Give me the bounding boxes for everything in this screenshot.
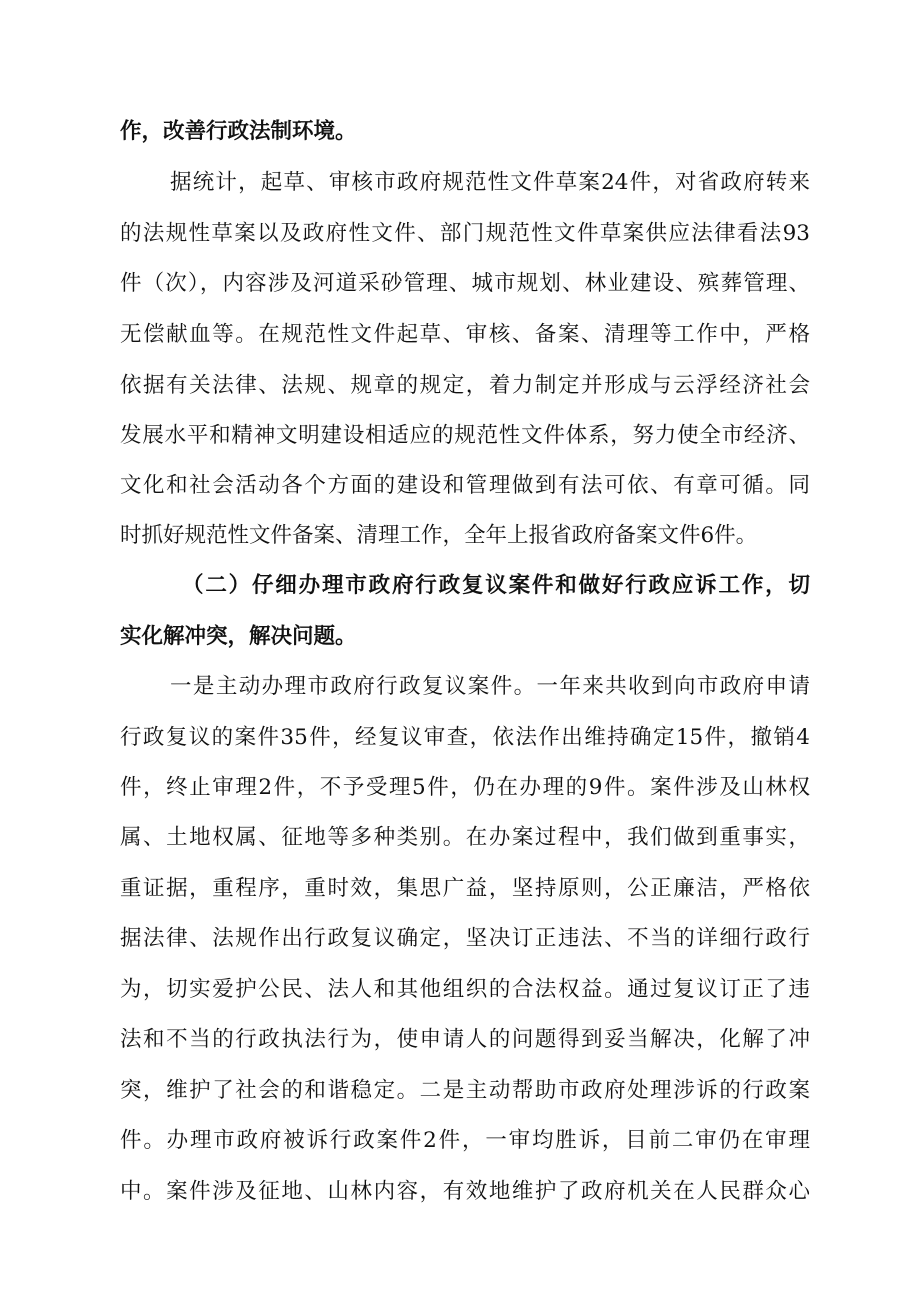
body-text-line: 重证据，重程序，重时效，集思广益，坚持原则，公正廉洁，严格依 [120, 876, 810, 901]
heading-continuation-line: 作，改善行政法制环境。 [120, 119, 357, 144]
body-text-line: 为，切实爱护公民、法人和其他组织的合法权益。通过复议订正了违 [120, 977, 810, 1002]
body-text-line: 无偿献血等。在规范性文件起草、审核、备案、清理等工作中，严格 [120, 322, 810, 347]
body-text-line: 发展水平和精神文明建设相适应的规范性文件体系，努力使全市经济、 [120, 423, 810, 448]
body-text-line: 行政复议的案件35件，经复议审查，依法作出维持确定15件，撤销4 [120, 725, 810, 750]
section-heading-line: 实化解冲突，解决问题。 [120, 624, 357, 649]
body-text-line: 一是主动办理市政府行政复议案件。一年来共收到向市政府申请 [170, 674, 810, 699]
body-text-line: 法和不当的行政执法行为，使申请人的问题得到妥当解决，化解了冲 [120, 1027, 810, 1052]
body-text-line: 属、土地权属、征地等多种类别。在办案过程中，我们做到重事实， [120, 825, 810, 850]
body-text-line: 件，终止审理2件，不予受理5件，仍在办理的9件。案件涉及山林权 [120, 775, 810, 800]
body-text-line: 中。案件涉及征地、山林内容，有效地维护了政府机关在人民群众心 [120, 1179, 810, 1204]
body-text-line: 时抓好规范性文件备案、清理工作，全年上报省政府备案文件6件。 [120, 523, 758, 548]
body-text-line: 的法规性草案以及政府性文件、部门规范性文件草案供应法律看法93 [120, 221, 810, 246]
body-text-line: 件。办理市政府被诉行政案件2件，一审均胜诉，目前二审仍在审理 [120, 1128, 810, 1153]
section-heading-line: （二）仔细办理市政府行政复议案件和做好行政应诉工作，切 [182, 573, 810, 598]
body-text-line: 据统计，起草、审核市政府规范性文件草案24件，对省政府转来 [170, 170, 810, 195]
body-text-line: 突，维护了社会的和谐稳定。二是主动帮助市政府处理涉诉的行政案 [120, 1078, 810, 1103]
body-text-line: 据法律、法规作出行政复议确定，坚决订正违法、不当的详细行政行 [120, 926, 810, 951]
body-text-line: 文化和社会活动各个方面的建设和管理做到有法可依、有章可循。同 [120, 473, 810, 498]
body-text-line: 依据有关法律、法规、规章的规定，着力制定并形成与云浮经济社会 [120, 373, 810, 398]
body-text-line: 件（次），内容涉及河道采砂管理、城市规划、林业建设、殡葬管理、 [120, 271, 810, 296]
